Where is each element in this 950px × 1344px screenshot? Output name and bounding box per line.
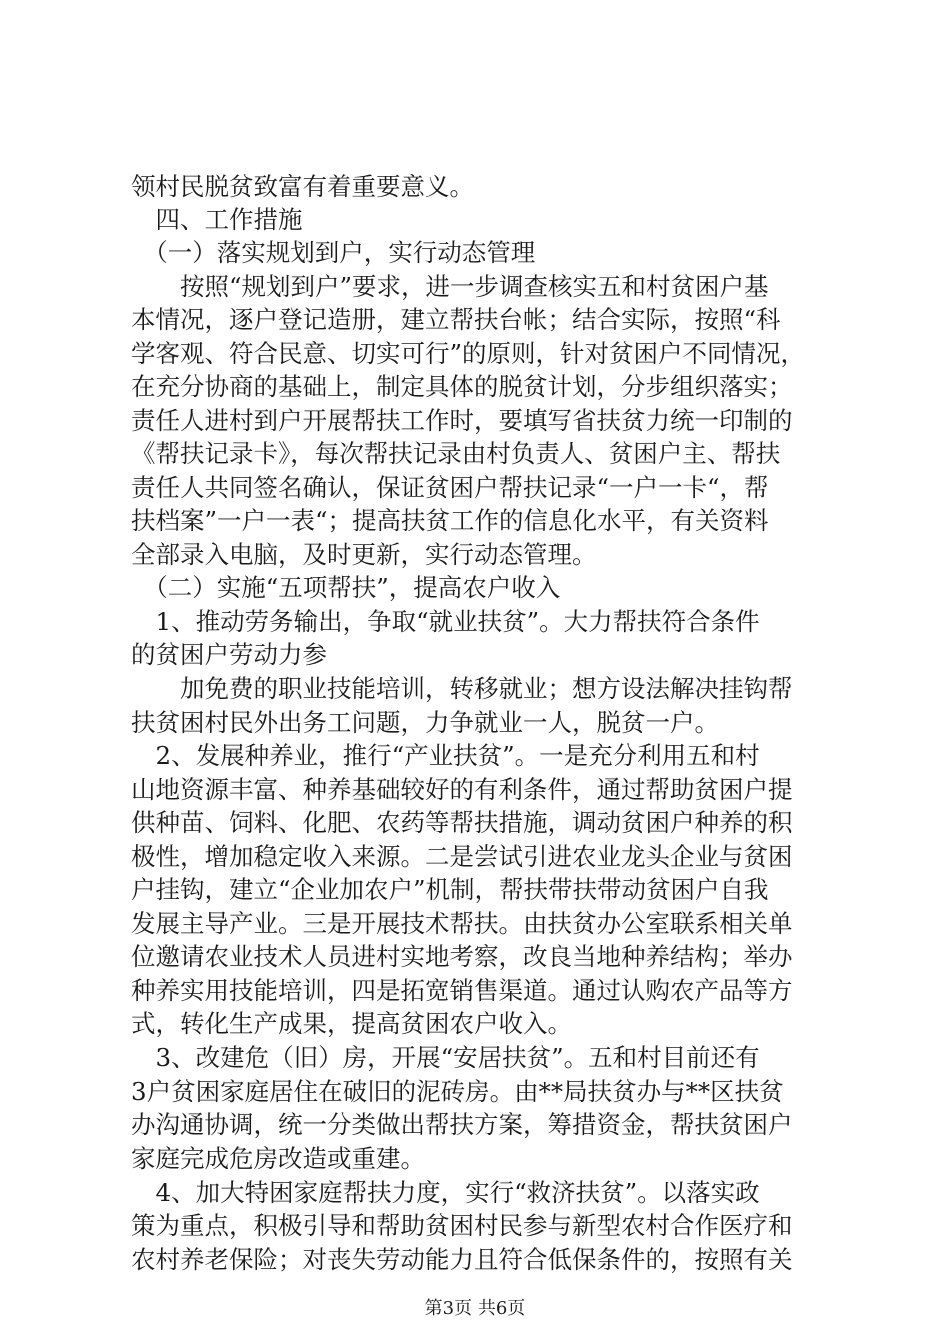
paragraph-line: 策为重点，积极引导和帮助贫困村民参与新型农村合作医疗和 [131,1211,793,1240]
paragraph-line: 3户贫困家庭居住在破旧的泥砖房。由**局扶贫办与**区扶贫 [131,1077,784,1106]
paragraph-line: 家庭完成危房改造或重建。 [131,1144,425,1173]
section-heading: 四、工作措施 [131,205,303,234]
paragraph-line: 农村养老保险；对丧失劳动能力且符合低保条件的，按照有关 [131,1245,793,1274]
paragraph-line: 责任人进村到户开展帮扶工作时，要填写省扶贫力统一印制的 [131,406,793,435]
paragraph-line: 按照“规划到户”要求，进一步调查核实五和村贫困户基 [131,272,769,301]
paragraph-line: 位邀请农业技术人员进村实地考察，改良当地种养结构；举办 [131,942,793,971]
paragraph-line: 种养实用技能培训，四是拓宽销售渠道。通过认购农产品等方 [131,976,793,1005]
paragraph-line: 4、加大特困家庭帮扶力度，实行“救济扶贫”。以落实政 [131,1178,760,1207]
paragraph-line: 办沟通协调，统一分类做出帮扶方案，筹措资金，帮扶贫困户 [131,1110,793,1139]
paragraph-line: 供种苗、饲料、化肥、农药等帮扶措施，调动贫困户种养的积 [131,808,793,837]
paragraph-line: 山地资源丰富、种养基础较好的有利条件，通过帮助贫困户提 [131,775,793,804]
paragraph-line: 全部录入电脑，及时更新，实行动态管理。 [131,540,597,569]
paragraph-line: 3、改建危（旧）房，开展“安居扶贫”。五和村目前还有 [131,1043,760,1072]
paragraph-line: 发展主导产业。三是开展技术帮扶。由扶贫办公室联系相关单 [131,909,793,938]
paragraph-line: 户挂钩，建立“企业加农户”机制，帮扶带扶带动贫困户自我 [131,875,769,904]
paragraph-line: 2、发展种养业，推行“产业扶贫”。一是充分利用五和村 [131,741,760,770]
page-footer: 第3页 共6页 [424,1298,526,1319]
paragraph-line: 1、推动劳务输出，争取“就业扶贫”。大力帮扶符合条件 [131,607,760,636]
paragraph-line: 扶贫困村民外出务工问题，力争就业一人，脱贫一户。 [131,708,719,737]
paragraph-line: 的贫困户劳动力参 [131,640,327,669]
paragraph-line: 在充分协商的基础上，制定具体的脱贫计划，分步组织落实； [131,372,793,401]
paragraph-line: 极性，增加稳定收入来源。二是尝试引进农业龙头企业与贫困 [131,842,793,871]
paragraph-line: 式，转化生产成果，提高贫困农户收入。 [131,1009,572,1038]
paragraph-line: 责任人共同签名确认，保证贫困户帮扶记录“一户一卡“，帮 [131,473,769,502]
paragraph-line: 本情况，逐户登记造册，建立帮扶台帐；结合实际，按照“科 [131,305,781,334]
paragraph-line: 《帮扶记录卡》，每次帮扶记录由村负责人、贫困户主、帮扶 [131,439,781,468]
subsection-heading: （二）实施“五项帮扶”，提高农户收入 [131,573,561,602]
paragraph-line: 学客观、符合民意、切实可行”的原则，针对贫困户不同情况， [131,339,806,368]
subsection-heading: （一）落实规划到户，实行动态管理 [131,238,536,267]
paragraph-line: 扶档案”一户一表“；提高扶贫工作的信息化水平，有关资料 [131,506,769,535]
paragraph-line: 领村民脱贫致富有着重要意义。 [131,172,474,201]
paragraph-line: 加免费的职业技能培训，转移就业；想方设法解决挂钩帮 [131,674,793,703]
